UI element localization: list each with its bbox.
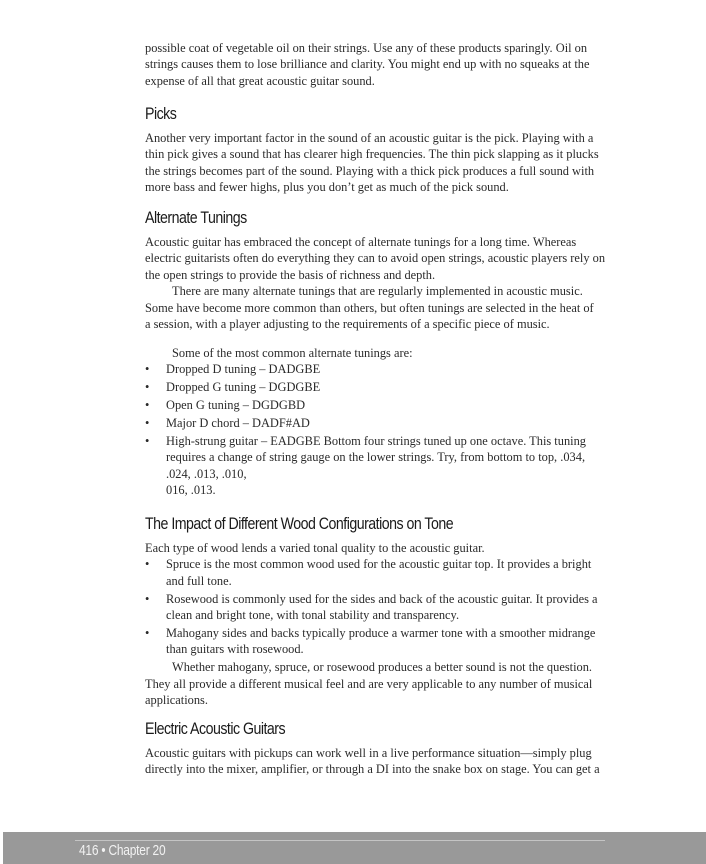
bullet-icon: • — [145, 434, 150, 449]
text-line: There are many alternate tunings that are regularly implemented in acoustic music. — [172, 284, 583, 299]
list-item — [145, 379, 635, 395]
text-line: Acoustic guitars with pickups can work well in a live performance situation—simply plug — [145, 746, 592, 760]
list-item — [145, 556, 635, 589]
text-line: and full tone. — [166, 573, 232, 588]
tunings-paragraph — [145, 234, 635, 332]
heading-wood-configurations: The Impact of Different Wood Configurations on Tone — [145, 515, 454, 533]
bullet-icon: • — [145, 362, 150, 377]
text-line: a session, with a player adjusting to the requirements of a specific piece of music. — [145, 317, 550, 332]
text-line: the strings becomes part of the sound. Playing with a thick pick produces a full sound with — [145, 163, 595, 178]
page-footer — [3, 832, 706, 864]
text-line: the open strings to provide the basis of richness and depth. — [145, 267, 436, 282]
text-line: Rosewood is commonly used for the sides and back of the acoustic guitar. It provides a — [166, 591, 598, 606]
text-line: applications. — [145, 693, 208, 708]
tunings-list — [145, 361, 635, 498]
text-line: requires a change of string gauge on the lower strings. Try, from bottom to top, .034, — [166, 450, 586, 465]
bullet-icon: • — [145, 380, 150, 395]
text-line: Whether mahogany, spruce, or rosewood produces a better sound is not the question. — [172, 660, 593, 675]
text-line: Major D chord – DADF#AD — [166, 416, 310, 431]
text-line: strings causes them to lose brilliance and clarity. You might end up with no squeaks at the — [145, 57, 590, 72]
text-line: Dropped D tuning – DADGBE — [166, 362, 321, 377]
text-line: High-strung guitar – EADGBE Bottom four strings tuned up one octave. This tuning — [166, 434, 586, 449]
text-line: more bass and fewer highs, plus you don’t get as much of the pick sound. — [145, 180, 509, 195]
text-line: .024, .013, .010, — [166, 466, 247, 481]
text-line: Each type of wood lends a varied tonal quality to the acoustic guitar. — [145, 541, 485, 555]
wood-list — [145, 556, 635, 657]
bullet-icon: • — [145, 557, 150, 572]
text-line: Acoustic guitar has embraced the concept of alternate tunings for a long time. Whereas — [145, 235, 577, 249]
text-line: than guitars with rosewood. — [166, 642, 304, 657]
bullet-icon: • — [145, 591, 150, 606]
heading-alternate-tunings: Alternate Tunings — [145, 209, 247, 227]
text-line: clean and bright tone, with tonal stability and transparency. — [166, 608, 460, 623]
page-number: 416 • Chapter 20 — [79, 842, 166, 859]
text-line: Mahogany sides and backs typically produce a warmer tone with a smoother midrange — [166, 626, 596, 641]
list-item — [145, 591, 635, 624]
bullet-icon: • — [145, 626, 150, 641]
text-line: thin pick gives a sound that has clearer high frequencies. The thin pick slapping as it plucks — [145, 147, 599, 162]
list-item — [145, 433, 635, 499]
text-line: 016, .013. — [166, 483, 216, 498]
text-line: Spruce is the most common wood used for the acoustic guitar top. It provides a bright — [166, 557, 592, 572]
heading-electric-acoustic: Electric Acoustic Guitars — [145, 720, 286, 738]
bullet-icon: • — [145, 398, 150, 413]
text-line: possible coat of vegetable oil on their strings. Use any of these products sparingly. Oil on — [145, 41, 588, 55]
wood-section — [145, 540, 635, 709]
intro-paragraph — [145, 40, 635, 89]
text-line: They all provide a different musical feel and are very applicable to any number of musical — [145, 676, 593, 691]
text-line: Open G tuning – DGDGBD — [166, 398, 306, 413]
text-line: Some have become more common than others, but often tunings are selected in the heat of — [145, 300, 594, 315]
list-item — [145, 361, 635, 377]
text-line: electric guitarists often do everything they can to avoid open strings, acoustic players rely on — [145, 251, 606, 266]
picks-paragraph — [145, 130, 635, 196]
text-line: directly into the mixer, amplifier, or through a DI into the snake box on stage. You can get a — [145, 762, 600, 777]
text-line: expense of all that great acoustic guitar sound. — [145, 73, 375, 88]
text-line: Another very important factor in the sound of an acoustic guitar is the pick. Playing with a — [145, 131, 594, 145]
heading-picks: Picks — [145, 105, 177, 123]
electric-paragraph — [145, 745, 635, 778]
list-item — [145, 625, 635, 658]
list-item — [145, 397, 635, 413]
tunings-list-block — [145, 345, 635, 499]
list-item — [145, 415, 635, 431]
footer-rule — [75, 840, 605, 841]
list-intro: Some of the most common alternate tunings are: — [172, 346, 413, 360]
bullet-icon: • — [145, 416, 150, 431]
text-line: Dropped G tuning – DGDGBE — [166, 380, 321, 395]
